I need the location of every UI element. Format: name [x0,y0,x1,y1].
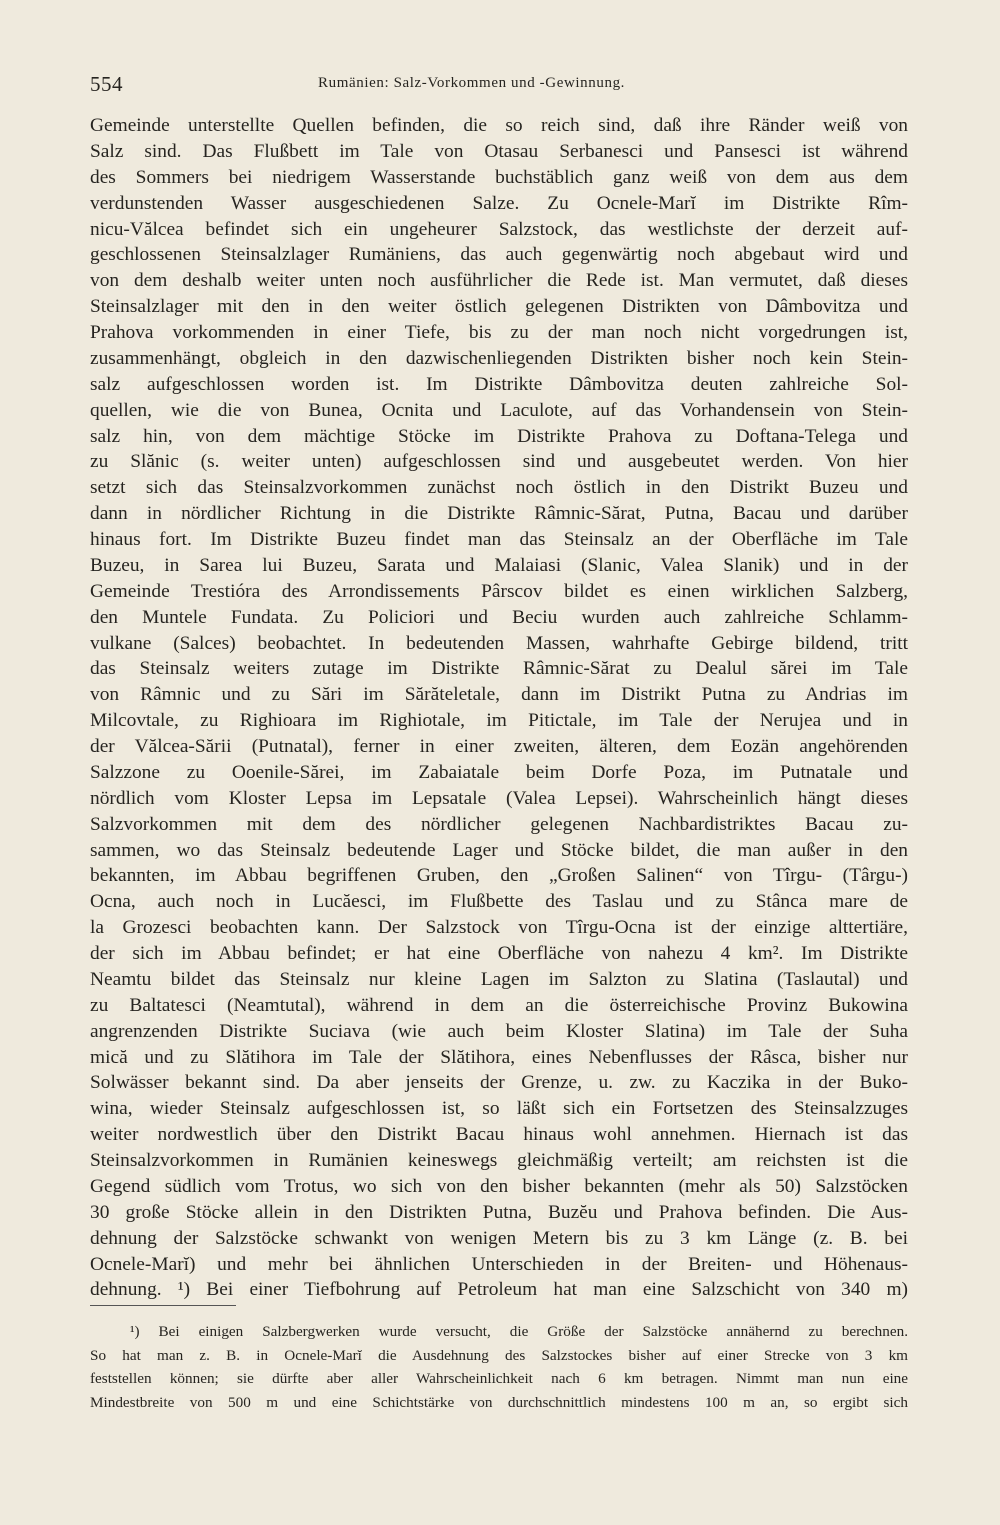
text-line: verdunstenden Wasser ausgeschiedenen Salze. Zu Ocnele-Marĭ im Distrikte Rîm- [90,192,908,214]
text-line: geschlossenen Steinsalzlager Rumäniens, das auch gegenwärtig noch abgebaut wird und [90,244,908,266]
text-line: weiter nordwestlich über den Distrikt Bacau hinaus wohl annehmen. Hiernach ist das [90,1124,908,1146]
footnote-line: So hat man z. B. in Ocnele-Marĭ die Ausdehnung des Salzstockes bisher auf einer Strecke von 3 km [90,1346,908,1364]
text-line: zu Baltatesci (Neamtutal), während in dem an die österreichische Provinz Bukowina [90,994,908,1016]
text-line: von dem deshalb weiter unten noch ausführlicher die Rede ist. Man vermutet, daß dieses [90,270,908,292]
text-line: angrenzenden Distrikte Suciava (wie auch beim Kloster Slatina) im Tale der Suha [90,1020,908,1042]
footnote-line: Mindestbreite von 500 m und eine Schichtstärke von durchschnittlich mindestens 100 m an, so ergibt sich [90,1393,908,1411]
text-line: das Steinsalz weiters zutage im Distrikte Râmnic-Sărat zu Dealul sărei im Tale [90,658,908,680]
text-line: Salzvorkommen mit dem des nördlicher gelegenen Nachbardistriktes Bacau zu- [90,813,908,835]
text-line: den Muntele Fundata. Zu Policiori und Beciu wurden auch zahlreiche Schlamm- [90,606,908,628]
text-line: von Râmnic und zu Sări im Sărăteletale, dann im Distrikt Putna zu Andrias im [90,684,908,706]
text-line: setzt sich das Steinsalzvorkommen zunächst noch östlich in den Distrikt Buzeu und [90,477,908,499]
text-line: salz hin, von dem mächtige Stöcke im Distrikte Prahova zu Doftana-Telega und [90,425,908,447]
text-line: Salzzone zu Ooenile-Sărei, im Zabaiatale beim Dorfe Poza, im Putnatale und [90,761,908,783]
page-header [90,72,908,102]
text-line: Salz sind. Das Flußbett im Tale von Otasau Serbanesci und Pansesci ist während [90,140,908,162]
text-line: 30 große Stöcke allein in den Distrikten Putna, Buzĕu und Prahova befinden. Die Aus- [90,1201,908,1223]
footnotes [90,1320,908,1414]
text-line: bekannten, im Abbau begriffenen Gruben, den „Großen Salinen“ von Tîrgu- (Târgu-) [90,865,908,887]
text-line: Buzeu, in Sarea lui Buzeu, Sarata und Malaiasi (Slanic, Valea Slanik) und in der [90,554,908,576]
text-line: nicu-Vălcea befindet sich ein ungeheurer Salzstock, das westlichste der derzeit auf- [90,218,908,240]
running-head: Rumänien: Salz-Vorkommen und -Gewinnung. [318,75,626,91]
footnote-separator [90,1305,236,1306]
text-line: der Vălcea-Sării (Putnatal), ferner in einer zweiten, älteren, dem Eozän angehörenden [90,736,908,757]
text-line: mică und zu Slătihora im Tale der Slătihora, eines Nebenflusses der Râsca, bisher nur [90,1046,908,1068]
text-line: dehnung. ¹) Bei einer Tiefbohrung auf Petroleum hat man eine Salzschicht von 340 m) [90,1279,908,1301]
text-line: Milcovtale, zu Righioara im Righiotale, im Pitictale, im Tale der Nerujea und in [90,710,908,732]
text-line: vulkane (Salces) beobachtet. In bedeutenden Massen, wahrhafte Gebirge bildend, tritt [90,632,908,654]
text-line: Ocnele-Marĭ) und mehr bei ähnlichen Unterschieden in der Breiten- und Höhenaus- [90,1253,908,1275]
text-line: nördlich vom Kloster Lepsa im Lepsatale (Valea Lepsei). Wahrscheinlich hängt dieses [90,787,908,809]
text-line: Gemeinde Trestióra des Arrondissements Pârscov bildet es einen wirklichen Salzberg, [90,580,908,602]
main-text [90,113,908,1303]
text-line: Steinsalzvorkommen in Rumänien keineswegs gleichmäßig verteilt; am reichsten ist die [90,1150,908,1171]
text-line: quellen, wie die von Bunea, Ocnita und Laculote, auf das Vorhandensein von Stein- [90,399,908,421]
text-line: Ocna, auch noch in Lucăesci, im Flußbette des Taslau und zu Stânca mare de [90,891,908,913]
page-number: 554 [90,72,123,96]
text-line: Solwässer bekannt sind. Da aber jenseits der Grenze, u. zw. zu Kaczika in der Buko- [90,1072,908,1094]
text-line: wina, wieder Steinsalz aufgeschlossen ist, so läßt sich ein Fortsetzen des Steinsalzzuges [90,1098,908,1120]
text-line: sammen, wo das Steinsalz bedeutende Lager und Stöcke bildet, die man außer in den [90,839,908,861]
footnote-line: ¹) Bei einigen Salzbergwerken wurde versucht, die Größe der Salzstöcke annähernd zu berechnen. [130,1323,908,1340]
text-line: salz aufgeschlossen worden ist. Im Distrikte Dâmbovitza deuten zahlreiche Sol- [90,373,908,395]
text-line: hinaus fort. Im Distrikte Buzeu findet man das Steinsalz an der Oberfläche im Tale [90,529,908,550]
text-line: la Grozesci beobachten kann. Der Salzstock von Tîrgu-Ocna ist der einzige alttertiäre, [90,917,908,939]
text-line: Steinsalzlager mit den in den weiter östlich gelegenen Distrikten von Dâmbovitza und [90,296,908,318]
text-line: des Sommers bei niedrigem Wasserstande buchstäblich ganz weiß von dem aus dem [90,166,908,188]
text-line: Gemeinde unterstellte Quellen befinden, die so reich sind, daß ihre Ränder weiß von [90,115,908,136]
text-line: Neamtu bildet das Steinsalz nur kleine Lagen im Salzton zu Slatina (Taslautal) und [90,968,908,990]
text-line: Gegend südlich vom Trotus, wo sich von den bisher bekannten (mehr als 50) Salzstöcken [90,1175,908,1197]
text-line: zu Slănic (s. weiter unten) aufgeschlossen sind und ausgebeutet werden. Von hier [90,451,908,473]
footnote-line: feststellen können; sie dürfte aber aller Wahrscheinlichkeit nach 6 km betragen. Nimmt man nun eine [90,1370,908,1387]
text-line: zusammenhängt, obgleich in den dazwischenliegenden Distrikten bisher noch kein Stein- [90,347,908,369]
text-line: der sich im Abbau befindet; er hat eine Oberfläche von nahezu 4 km². Im Distrikte [90,943,908,964]
text-line: Prahova vorkommenden in einer Tiefe, bis zu der man noch nicht vorgedrungen ist, [90,322,908,343]
text-line: dann in nördlicher Richtung in die Distrikte Râmnic-Sărat, Putna, Bacau und darüber [90,503,908,525]
text-line: dehnung der Salzstöcke schwankt von wenigen Metern bis zu 3 km Länge (z. B. bei [90,1227,908,1249]
